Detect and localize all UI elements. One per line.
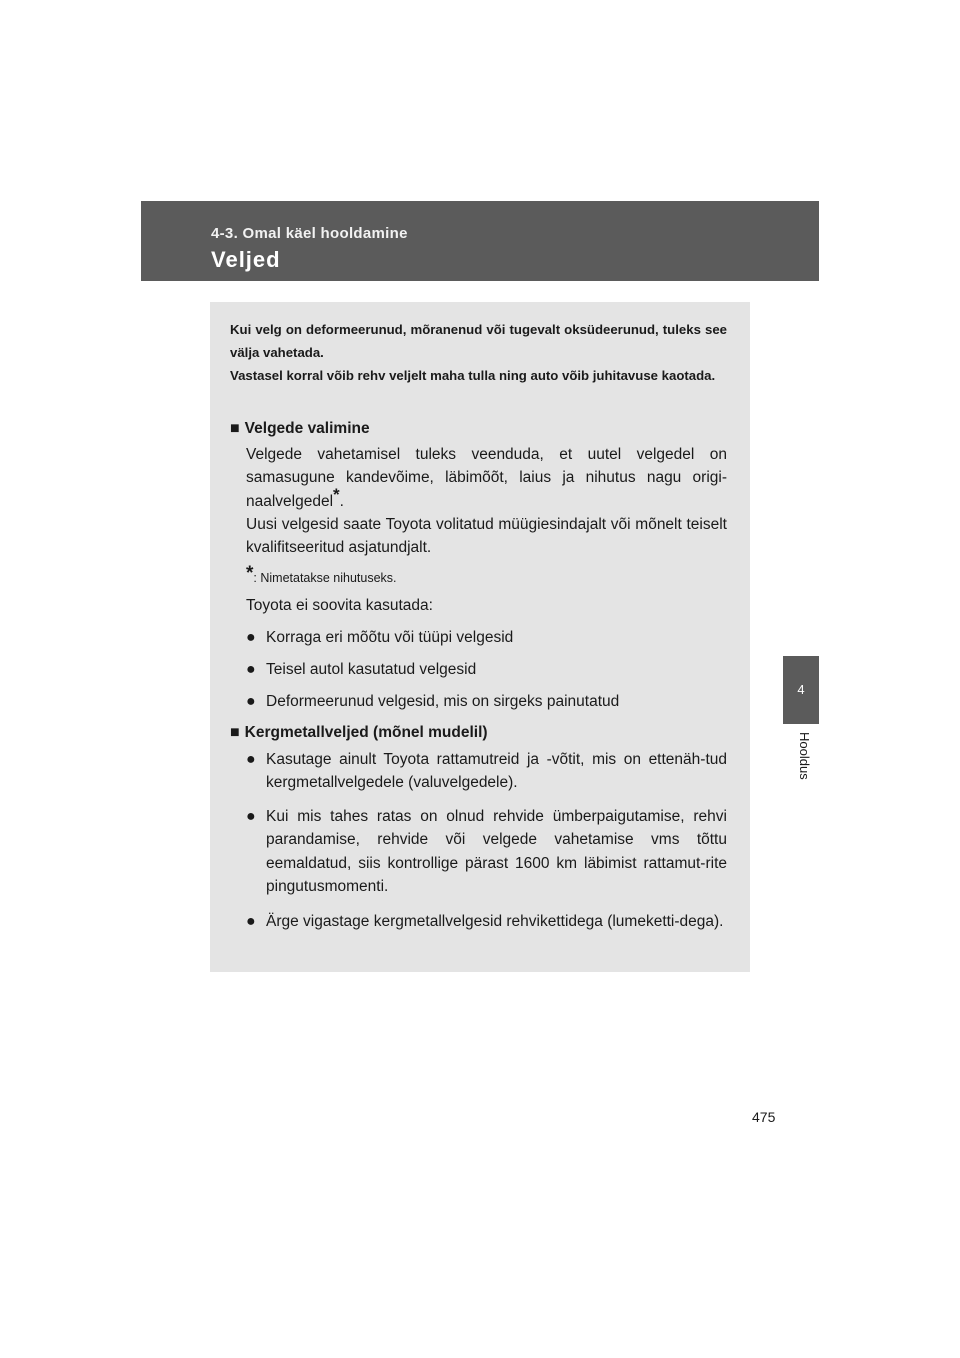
footnote [246,564,397,588]
paragraph-1: Velgede vahetamisel tuleks veenduda, et uutel velgedel on samasugune kandevõime, läbimõõt, laius ja nihutus nagu origi-naalvelgedel*. [246,446,727,510]
section-heading-alloy-wheels [230,722,488,744]
chapter-tab-label: Hooldus [797,732,812,780]
list-item: ● Kasutage ainult Toyota rattamutreid ja -võtit, mis on ettenäh-tud kergmetallvelgedele (valuvelgedele). [246,748,727,795]
caution-line-2: Vastasel korral võib rehv veljelt maha tulla ning auto võib juhitavuse kaotada. [230,368,716,383]
footnote-asterisk: * [246,563,254,584]
bullet-dot-icon: ● [246,693,256,710]
chapter-tab: 4 [783,656,819,724]
list-item: ● Korraga eri mõõtu või tüüpi velgesid [246,626,727,649]
section-label: 4-3. Omal käel hooldamine [211,225,408,242]
list-item: ● Kui mis tahes ratas on olnud rehvide ümberpaigutamise, rehvi parandamise, rehvide või velgede vahetamise vms tõttu eemaldatud, siis kontrollige pärast 1600 km läbimist rattamut-rite pingutusmomenti. [246,805,727,898]
chapter-header [141,201,819,281]
bullet-dot-icon: ● [246,913,256,930]
heading-text: Kergmetallveljed (mõnel mudelil) [244,724,488,741]
bullet-dot-icon: ● [246,629,256,646]
section-heading-wheel-selection [230,418,370,440]
square-bullet-icon: ■ [230,420,240,437]
page-number: 475 [752,1109,776,1125]
page-title: Veljed [211,247,281,272]
content-box [210,302,750,972]
bullet-dot-icon: ● [246,751,256,768]
list-item: ● Ärge vigastage kergmetallvelgesid rehvikettidega (lumeketti-dega). [246,910,727,933]
paragraph-2: Uusi velgesid saate Toyota volitatud müügiesindajalt või mõnelt teiselt kvalifitseeritud asjatundjalt. [246,515,727,557]
wheel-selection-text [246,443,727,559]
not-recommended-intro: Toyota ei soovita kasutada: [246,597,433,614]
bullet-dot-icon: ● [246,808,256,825]
caution-text [230,318,727,387]
bullet-dot-icon: ● [246,661,256,678]
caution-line-1: Kui velg on deformeerunud, mõranenud või tugevalt oksüdeerunud, tuleks see välja vahetada. [230,322,727,360]
asterisk-mark: * [333,484,340,504]
square-bullet-icon: ■ [230,724,240,741]
list-item: ● Deformeerunud velgesid, mis on sirgeks painutatud [246,690,727,713]
heading-text: Velgede valimine [244,420,370,437]
footnote-text: : Nimetatakse nihutuseks. [253,571,397,585]
list-item: ● Teisel autol kasutatud velgesid [246,658,727,681]
